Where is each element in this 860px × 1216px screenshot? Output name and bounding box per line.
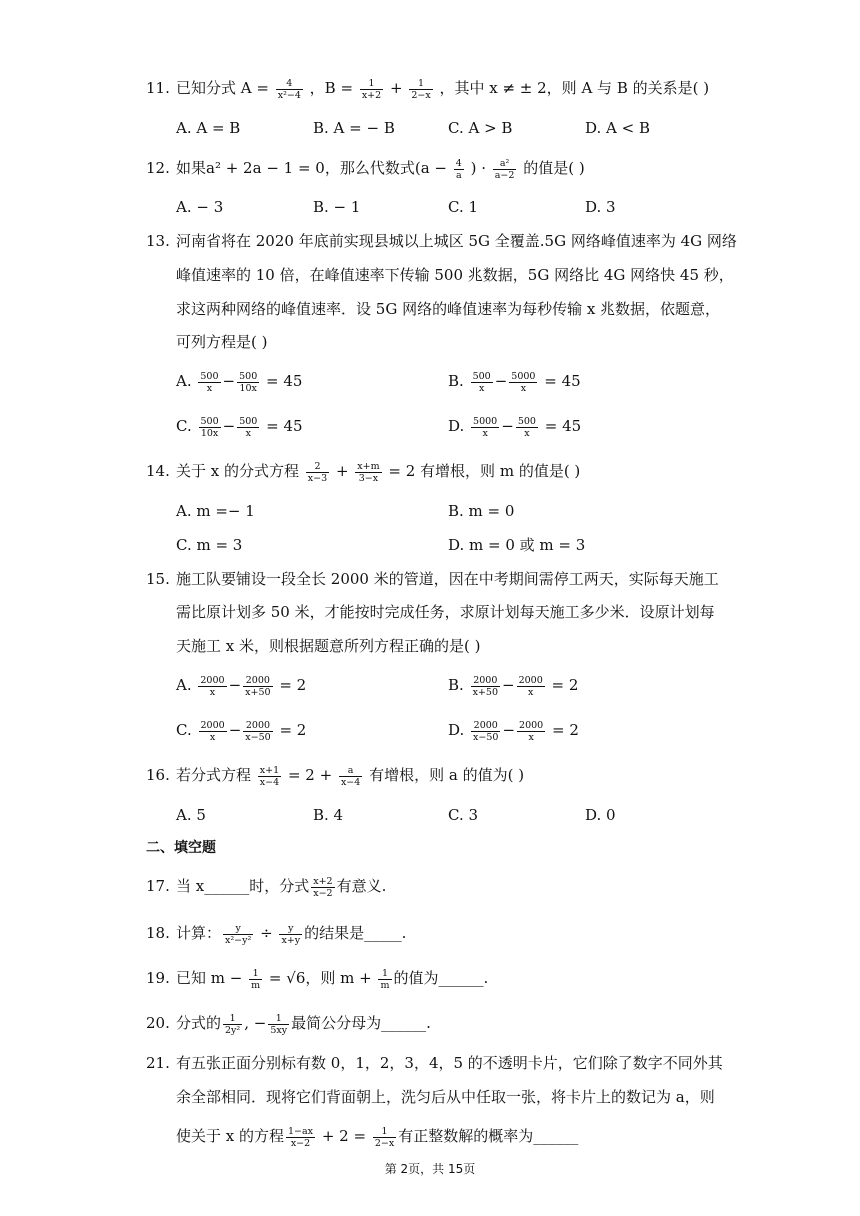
q15-line: 天施工 x 米，则根据题意所列方程正确的是( ) [176,637,481,655]
q12-number: 12. [146,159,170,177]
q16-option-d: D. 0 [585,806,616,824]
q13-number: 13. [146,232,170,250]
fraction: $\frac{1}{2-x}$ [411,77,431,101]
q14-stem: 关于 x 的分式方程 $\frac{2}{x-3}$ + $\frac{x+m}{3-x}$ = 2 有增根，则 m 的值是( ) [176,460,581,484]
q19-stem: 已知 m − $\frac{1}{m}$ = √6，则 m + $\frac{1}{m}$ 的值为______. [176,967,489,991]
q12-stem: 如果a² + 2a − 1 = 0，那么代数式(a − $\frac{4}{a}$ ) · $\frac{\text{a²}}{a-2}$ 的值是( ) [176,157,585,181]
q13-option-c: C. $\frac{500}{10x}$ − $\frac{500}{x}$ = 45 [176,415,303,439]
page-footer: 第 2页，共 15页 [384,1162,476,1176]
q14-option-b: B. m = 0 [448,502,515,520]
fraction: $\frac{4}{\text{x²−4}}$ [277,77,301,101]
q13-line: 可列方程是( ) [176,333,268,351]
q19-number: 19. [146,969,170,987]
fraction: $\frac{4}{a}$ [455,157,462,181]
q13-line: 河南省将在 2020 年底前实现县城以上城区 5G 全覆盖.5G 网络峰值速率为 4G 网络 [176,232,737,250]
q11-number: 11. [146,79,170,97]
q18-stem: 计算： $\frac{y}{\text{x²−y²}}$ ÷ $\frac{y}{x+y}$ 的结果是_____. [176,922,407,946]
q12-option-c: C. 1 [448,198,479,216]
q18-number: 18. [146,924,170,942]
section-title: 二、填空题 [146,840,216,856]
q15-line: 需比原计划多 50 米，才能按时完成任务，求原计划每天施工多少米．设原计划每 [176,603,715,621]
q11-option-a: A. A = B [176,119,241,137]
q13-option-d: D. $\frac{5000}{x}$ − $\frac{500}{x}$ = 45 [448,415,582,439]
q15-line: 施工队要铺设一段全长 2000 米的管道，因在中考期间需停工两天，实际每天施工 [176,570,719,588]
q16-number: 16. [146,766,170,784]
q16-option-b: B. 4 [313,806,344,824]
q17-stem: 当 x______时，分式 $\frac{x+2}{x-2}$ 有意义. [176,875,387,899]
q16-option-c: C. 3 [448,806,479,824]
q13-option-b: B. $\frac{500}{x}$ − $\frac{5000}{x}$ = 45 [448,370,581,394]
q14-option-c: C. m = 3 [176,536,243,554]
q21-line: 有五张正面分别标有数 0，1，2，3，4，5 的不透明卡片，它们除了数字不同外其 [176,1054,723,1072]
q12-option-b: B. − 1 [313,198,361,216]
fraction: $\frac{\text{a²}}{a-2}$ [494,157,515,181]
q14-option-d: D. m = 0 或 m = 3 [448,536,586,554]
q14-option-a: A. m =− 1 [176,502,255,520]
q17-number: 17. [146,877,170,895]
q21-number: 21. [146,1054,170,1072]
q13-line: 峰值速率的 10 倍，在峰值速率下传输 500 兆数据，5G 网络比 4G 网络快 45 秒， [176,266,734,284]
q11-option-d: D. A < B [585,119,650,137]
q12-option-a: A. − 3 [176,198,224,216]
q21-line: 余全部相同．现将它们背面朝上，洗匀后从中任取一张，将卡片上的数记为 a，则 [176,1088,715,1106]
q21-line: 使关于 x 的方程 $\frac{1-ax}{x-2}$ + 2 = $\frac{1}{2-x}$ 有正整数解的概率为______ [176,1125,579,1149]
q20-stem: 分式的 $\frac{1}{\text{2y²}}$ , − $\frac{1}{5xy}$ 最简公分母为______. [176,1012,431,1036]
q16-option-a: A. 5 [176,806,206,824]
q11-option-c: C. A > B [448,119,513,137]
q15-option-a: A. $\frac{2000}{x}$ − $\frac{2000}{x+50}$ = 2 [176,674,307,698]
q12-option-d: D. 3 [585,198,616,216]
q11-stem: 已知分式 A = $\frac{4}{\text{x²−4}}$ ，B = $\frac{1}{x+2}$ + $\frac{1}{2-x}$ ，其中 x ≠ ± 2，则 A 与 B 的关系是( ) [176,77,710,101]
q14-number: 14. [146,462,170,480]
q16-stem: 若分式方程 $\frac{x+1}{x-4}$ = 2 + $\frac{a}{x-4}$ 有增根，则 a 的值为( ) [176,764,525,788]
q13-option-a: A. $\frac{500}{x}$ − $\frac{500}{10x}$ = 45 [176,370,303,394]
q11-option-b: B. A = − B [313,119,395,137]
fraction: $\frac{1}{x+2}$ [361,77,382,101]
q15-option-c: C. $\frac{2000}{x}$ − $\frac{2000}{x-50}$ = 2 [176,719,307,743]
q15-option-b: B. $\frac{2000}{x+50}$ − $\frac{2000}{x}$ = 2 [448,674,579,698]
q15-number: 15. [146,570,170,588]
q15-option-d: D. $\frac{2000}{x-50}$ − $\frac{2000}{x}$ = 2 [448,719,579,743]
q20-number: 20. [146,1014,170,1032]
q13-line: 求这两种网络的峰值速率．设 5G 网络的峰值速率为每秒传输 x 兆数据，依题意， [176,300,721,318]
